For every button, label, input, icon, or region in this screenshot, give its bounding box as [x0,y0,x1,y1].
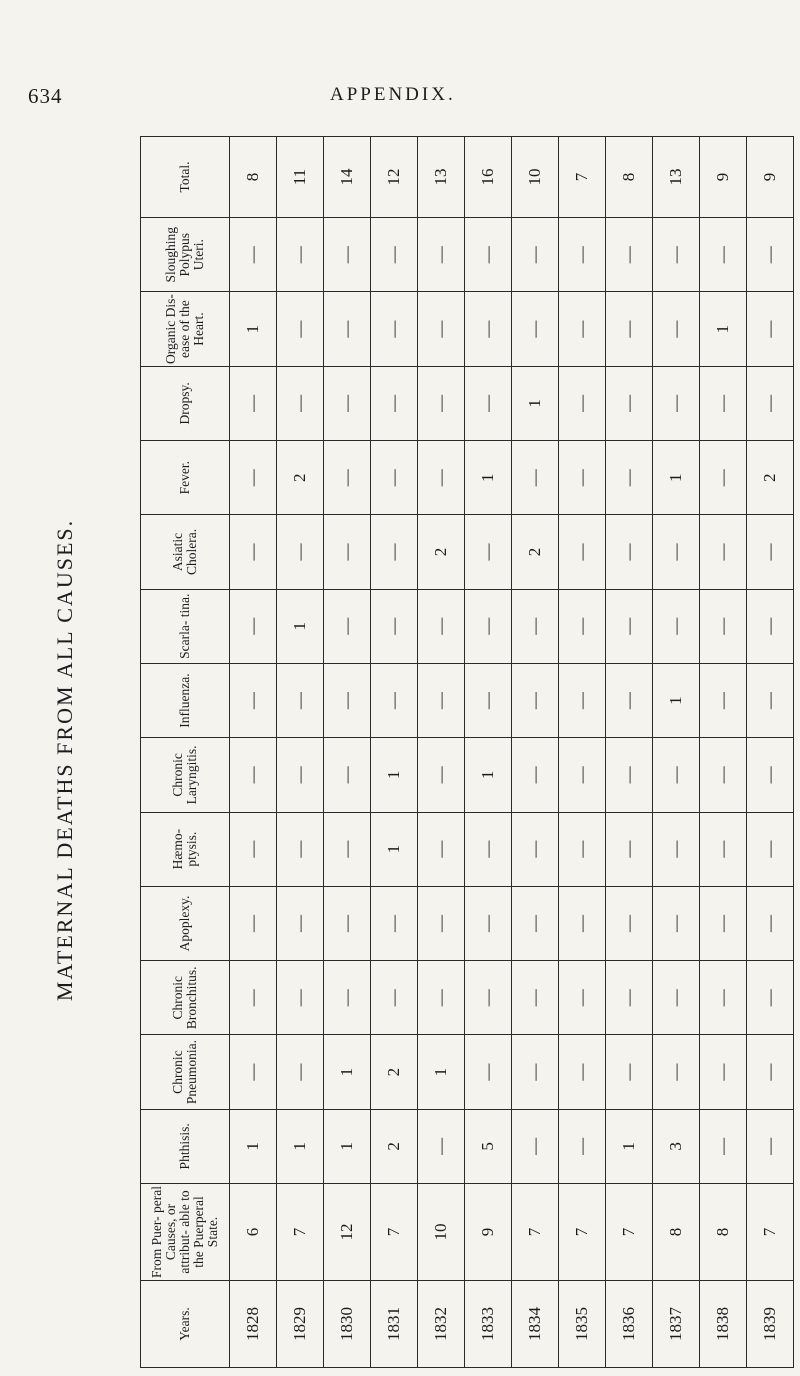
cell-fever: — [371,441,418,515]
table-row [606,137,653,1368]
cell-years: 1838 [700,1281,747,1368]
cell-total: 14 [324,137,371,218]
cell-years: 1834 [512,1281,559,1368]
cell-phthisis: — [559,1109,606,1183]
cell-phthisis: — [512,1109,559,1183]
cell-influenza: — [230,663,277,737]
column-header-organic-heart-disease: Organic Dis- ease of the Heart. [141,292,230,366]
column-header-haemoptysis: Hæmo- ptysis. [141,812,230,886]
cell-dropsy: — [418,366,465,440]
cell-organic-heart-disease: — [653,292,700,366]
table-row [559,137,606,1368]
cell-sloughing-polypus-uteri: — [653,218,700,292]
table-body [230,137,794,1368]
cell-puerperal-causes: 8 [653,1184,700,1281]
column-header-fever: Fever. [141,441,230,515]
cell-influenza: — [559,663,606,737]
cell-fever: 1 [465,441,512,515]
cell-chronic-bronchitus: — [465,961,512,1035]
cell-fever: — [512,441,559,515]
table-row [230,137,277,1368]
cell-scarlatina: — [371,589,418,663]
cell-dropsy: — [653,366,700,440]
cell-sloughing-polypus-uteri: — [277,218,324,292]
cell-haemoptysis: — [512,812,559,886]
cell-chronic-pneumonia: — [653,1035,700,1109]
column-header-chronic-pneumonia: Chronic Pneumonia. [141,1035,230,1109]
column-header-chronic-laryngitis: Chronic Laryngitis. [141,738,230,812]
cell-influenza: — [277,663,324,737]
cell-haemoptysis: — [653,812,700,886]
cell-asiatic-cholera: — [371,515,418,589]
cell-scarlatina: — [465,589,512,663]
cell-total: 13 [418,137,465,218]
cell-sloughing-polypus-uteri: — [700,218,747,292]
cell-chronic-pneumonia: — [606,1035,653,1109]
cell-scarlatina: 1 [277,589,324,663]
cell-organic-heart-disease: — [747,292,794,366]
cell-apoplexy: — [559,886,606,960]
table-row [747,137,794,1368]
cell-sloughing-polypus-uteri: — [230,218,277,292]
table-title: MATERNAL DEATHS FROM ALL CAUSES. [52,518,77,1002]
cell-haemoptysis: — [418,812,465,886]
cell-sloughing-polypus-uteri: — [465,218,512,292]
table-row [418,137,465,1368]
cell-haemoptysis: — [324,812,371,886]
cell-total: 8 [606,137,653,218]
cell-chronic-laryngitis: — [277,738,324,812]
cell-chronic-pneumonia: — [277,1035,324,1109]
cell-chronic-bronchitus: — [606,961,653,1035]
table-row [653,137,700,1368]
cell-scarlatina: — [653,589,700,663]
cell-chronic-bronchitus: — [559,961,606,1035]
cell-fever: — [230,441,277,515]
cell-puerperal-causes: 7 [559,1184,606,1281]
column-header-asiatic-cholera: Asiatic Cholera. [141,515,230,589]
cell-fever: — [324,441,371,515]
cell-total: 8 [230,137,277,218]
cell-years: 1833 [465,1281,512,1368]
cell-organic-heart-disease: — [324,292,371,366]
cell-asiatic-cholera: — [324,515,371,589]
cell-total: 9 [700,137,747,218]
cell-total: 11 [277,137,324,218]
cell-chronic-pneumonia: — [512,1035,559,1109]
cell-years: 1831 [371,1281,418,1368]
cell-chronic-laryngitis: 1 [371,738,418,812]
cell-puerperal-causes: 7 [512,1184,559,1281]
cell-dropsy: — [230,366,277,440]
cell-apoplexy: — [512,886,559,960]
cell-organic-heart-disease: — [277,292,324,366]
cell-fever: 2 [277,441,324,515]
rotated-table-container [140,136,788,1368]
cell-influenza: — [747,663,794,737]
cell-total: 9 [747,137,794,218]
cell-puerperal-causes: 7 [371,1184,418,1281]
cell-years: 1837 [653,1281,700,1368]
cell-apoplexy: — [230,886,277,960]
table-row [512,137,559,1368]
cell-chronic-bronchitus: — [371,961,418,1035]
cell-chronic-laryngitis: — [512,738,559,812]
cell-chronic-bronchitus: — [747,961,794,1035]
cell-influenza: — [371,663,418,737]
cell-scarlatina: — [559,589,606,663]
cell-years: 1839 [747,1281,794,1368]
cell-haemoptysis: — [230,812,277,886]
cell-chronic-laryngitis: — [418,738,465,812]
cell-scarlatina: — [512,589,559,663]
cell-asiatic-cholera: — [465,515,512,589]
header-row [141,137,230,1368]
table-row [324,137,371,1368]
cell-scarlatina: — [418,589,465,663]
cell-apoplexy: — [465,886,512,960]
cell-years: 1830 [324,1281,371,1368]
cell-haemoptysis: — [277,812,324,886]
cell-asiatic-cholera: — [606,515,653,589]
cell-puerperal-causes: 12 [324,1184,371,1281]
cell-chronic-bronchitus: — [700,961,747,1035]
cell-dropsy: — [277,366,324,440]
cell-chronic-bronchitus: — [324,961,371,1035]
cell-years: 1835 [559,1281,606,1368]
cell-chronic-pneumonia: — [747,1035,794,1109]
cell-influenza: — [700,663,747,737]
cell-apoplexy: — [653,886,700,960]
cell-chronic-laryngitis: — [230,738,277,812]
cell-phthisis: — [418,1109,465,1183]
cell-phthisis: 5 [465,1109,512,1183]
cell-fever: — [606,441,653,515]
cell-phthisis: 1 [606,1109,653,1183]
cell-chronic-pneumonia: — [559,1035,606,1109]
cell-apoplexy: — [700,886,747,960]
cell-scarlatina: — [230,589,277,663]
cell-sloughing-polypus-uteri: — [559,218,606,292]
column-header-total: Total. [141,137,230,218]
cell-sloughing-polypus-uteri: — [418,218,465,292]
column-header-years: Years. [141,1281,230,1368]
cell-scarlatina: — [606,589,653,663]
cell-chronic-bronchitus: — [277,961,324,1035]
cell-scarlatina: — [324,589,371,663]
cell-total: 10 [512,137,559,218]
cell-phthisis: — [700,1109,747,1183]
cell-apoplexy: — [371,886,418,960]
cell-sloughing-polypus-uteri: — [606,218,653,292]
cell-chronic-laryngitis: — [559,738,606,812]
cell-total: 7 [559,137,606,218]
cell-puerperal-causes: 7 [277,1184,324,1281]
cell-sloughing-polypus-uteri: — [371,218,418,292]
cell-puerperal-causes: 7 [747,1184,794,1281]
cell-phthisis: 1 [230,1109,277,1183]
cell-organic-heart-disease: — [512,292,559,366]
cell-puerperal-causes: 7 [606,1184,653,1281]
column-header-influenza: Influenza. [141,663,230,737]
cell-years: 1828 [230,1281,277,1368]
cell-dropsy: 1 [512,366,559,440]
cell-asiatic-cholera: 2 [512,515,559,589]
cell-asiatic-cholera: 2 [418,515,465,589]
cell-organic-heart-disease: — [559,292,606,366]
cell-chronic-laryngitis: — [606,738,653,812]
cell-chronic-laryngitis: — [653,738,700,812]
cell-chronic-pneumonia: 1 [418,1035,465,1109]
cell-years: 1829 [277,1281,324,1368]
cell-fever: — [559,441,606,515]
cell-sloughing-polypus-uteri: — [512,218,559,292]
cell-puerperal-causes: 8 [700,1184,747,1281]
cell-total: 12 [371,137,418,218]
cell-influenza: — [512,663,559,737]
cell-years: 1832 [418,1281,465,1368]
table-row [700,137,747,1368]
cell-apoplexy: — [418,886,465,960]
cell-fever: 2 [747,441,794,515]
cell-dropsy: — [700,366,747,440]
cell-apoplexy: — [606,886,653,960]
cell-fever: 1 [653,441,700,515]
cell-asiatic-cholera: — [747,515,794,589]
column-header-apoplexy: Apoplexy. [141,886,230,960]
column-header-chronic-bronchitus: Chronic Bronchitus. [141,961,230,1035]
cell-dropsy: — [606,366,653,440]
cell-dropsy: — [324,366,371,440]
cell-chronic-pneumonia: 1 [324,1035,371,1109]
cell-puerperal-causes: 6 [230,1184,277,1281]
cell-chronic-bronchitus: — [418,961,465,1035]
cell-organic-heart-disease: — [418,292,465,366]
cell-influenza: — [418,663,465,737]
column-header-scarlatina: Scarla- tina. [141,589,230,663]
cell-chronic-laryngitis: — [324,738,371,812]
maternal-deaths-table [140,136,794,1368]
page-number: 634 [28,84,63,108]
cell-total: 13 [653,137,700,218]
cell-organic-heart-disease: — [371,292,418,366]
table-row [371,137,418,1368]
cell-chronic-bronchitus: — [653,961,700,1035]
cell-phthisis: — [747,1109,794,1183]
cell-scarlatina: — [747,589,794,663]
cell-fever: — [700,441,747,515]
cell-apoplexy: — [277,886,324,960]
cell-chronic-pneumonia: — [230,1035,277,1109]
cell-organic-heart-disease: 1 [230,292,277,366]
cell-organic-heart-disease: 1 [700,292,747,366]
cell-puerperal-causes: 9 [465,1184,512,1281]
cell-influenza: — [324,663,371,737]
cell-haemoptysis: — [700,812,747,886]
cell-asiatic-cholera: — [700,515,747,589]
cell-chronic-bronchitus: — [230,961,277,1035]
cell-chronic-laryngitis: 1 [465,738,512,812]
cell-organic-heart-disease: — [606,292,653,366]
cell-chronic-laryngitis: — [700,738,747,812]
cell-chronic-laryngitis: — [747,738,794,812]
cell-haemoptysis: — [606,812,653,886]
column-header-sloughing-polypus-uteri: Sloughing Polypus Uteri. [141,218,230,292]
cell-dropsy: — [465,366,512,440]
cell-phthisis: 1 [324,1109,371,1183]
cell-dropsy: — [747,366,794,440]
column-header-dropsy: Dropsy. [141,366,230,440]
table-row [277,137,324,1368]
cell-chronic-pneumonia: — [465,1035,512,1109]
cell-haemoptysis: — [559,812,606,886]
cell-puerperal-causes: 10 [418,1184,465,1281]
cell-total: 16 [465,137,512,218]
table-row [465,137,512,1368]
cell-scarlatina: — [700,589,747,663]
cell-chronic-pneumonia: 2 [371,1035,418,1109]
cell-apoplexy: — [324,886,371,960]
cell-influenza: — [606,663,653,737]
running-head: APPENDIX. [330,84,456,105]
column-header-puerperal-causes: From Puer- peral Causes, or attribut- able to the Puerperal State. [141,1184,230,1281]
cell-haemoptysis: — [465,812,512,886]
cell-years: 1836 [606,1281,653,1368]
cell-asiatic-cholera: — [277,515,324,589]
cell-chronic-pneumonia: — [700,1035,747,1109]
cell-haemoptysis: — [747,812,794,886]
cell-influenza: 1 [653,663,700,737]
cell-phthisis: 2 [371,1109,418,1183]
cell-haemoptysis: 1 [371,812,418,886]
column-header-phthisis: Phthisis. [141,1109,230,1183]
cell-sloughing-polypus-uteri: — [324,218,371,292]
cell-organic-heart-disease: — [465,292,512,366]
cell-fever: — [418,441,465,515]
cell-sloughing-polypus-uteri: — [747,218,794,292]
cell-apoplexy: — [747,886,794,960]
cell-influenza: — [465,663,512,737]
cell-dropsy: — [559,366,606,440]
cell-phthisis: 3 [653,1109,700,1183]
cell-chronic-bronchitus: — [512,961,559,1035]
cell-phthisis: 1 [277,1109,324,1183]
cell-dropsy: — [371,366,418,440]
cell-asiatic-cholera: — [230,515,277,589]
cell-asiatic-cholera: — [559,515,606,589]
cell-asiatic-cholera: — [653,515,700,589]
